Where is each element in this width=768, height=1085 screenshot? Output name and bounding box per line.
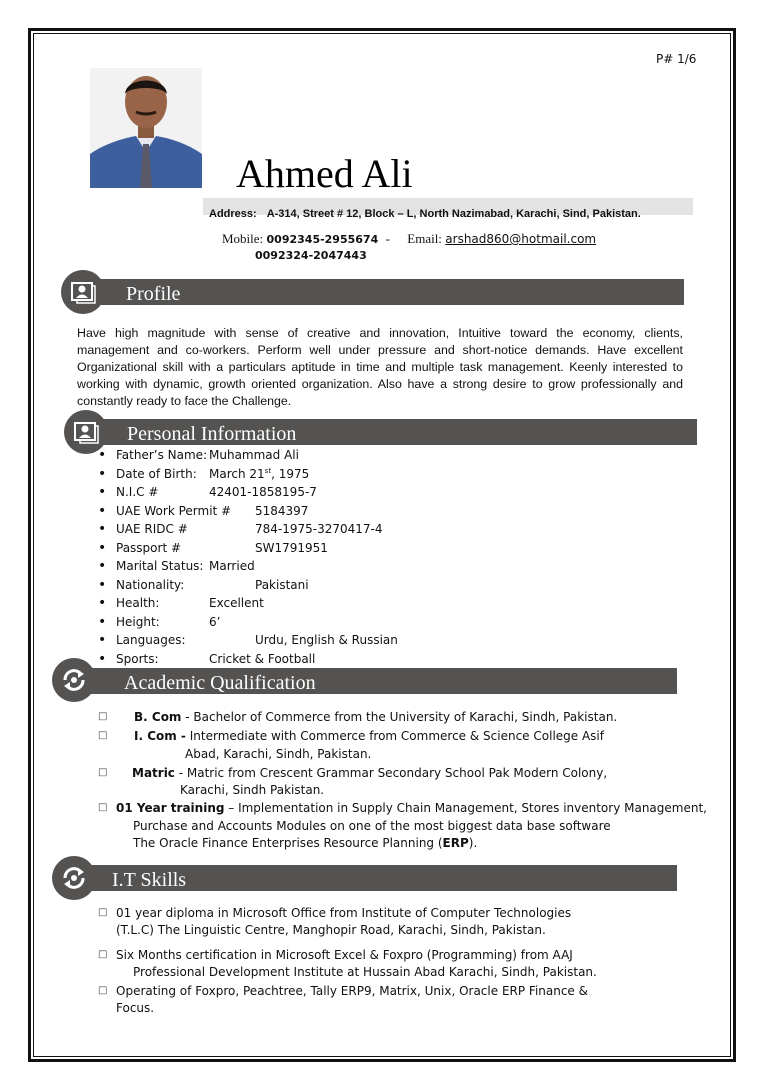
dob-day: March 21 <box>209 466 265 481</box>
contact-separator: - <box>385 231 390 246</box>
info-value: Pakistani <box>255 577 309 592</box>
info-value: Muhammad Ali <box>209 448 299 462</box>
section-title-profile: Profile <box>126 283 181 305</box>
academic-training <box>98 799 707 817</box>
section-title-personal: Personal Information <box>127 423 297 445</box>
phone-primary: 0092345-2955674 <box>266 233 379 246</box>
erp-bold: ERP <box>442 836 469 850</box>
info-key: Sports: <box>116 651 159 666</box>
info-key: UAE Work Permit # <box>116 503 232 518</box>
it-skill-1 <box>98 904 572 922</box>
training-text: The Oracle Finance Enterprises Resource Planning ( <box>133 836 443 850</box>
info-value: 6’ <box>209 614 221 629</box>
it-skill-2 <box>98 946 573 964</box>
info-key: Height: <box>116 614 160 629</box>
email-link[interactable]: arshad860@hotmail.com <box>445 232 597 246</box>
email-label: Email: <box>407 231 442 246</box>
info-key: UAE RIDC # <box>116 522 188 536</box>
address-line <box>209 208 641 220</box>
academic-matric-cont: Karachi, Sindh Pakistan. <box>180 783 325 797</box>
info-value: Urdu, English & Russian <box>255 633 398 647</box>
section-title-academic: Academic Qualification <box>124 672 316 694</box>
academic-matric <box>98 764 608 782</box>
academic-icom-cont: Abad, Karachi, Sindh, Pakistan. <box>185 747 372 761</box>
page-number: P# 1/6 <box>656 52 697 66</box>
skill-text: Six Months certification in Microsoft Excel & Foxpro (Programming) from AAJ <box>116 948 573 962</box>
info-value: Married <box>209 559 255 573</box>
info-value: Excellent <box>209 596 264 610</box>
academic-icom <box>98 727 604 745</box>
contact-line <box>222 230 596 248</box>
training-title: 01 Year training <box>116 801 225 815</box>
training-text: – Implementation in Supply Chain Management, Stores inventory Management, <box>224 801 707 815</box>
academic-bcom <box>98 708 618 726</box>
info-key: Date of Birth: <box>116 466 197 481</box>
info-key: Languages: <box>116 633 186 647</box>
dob-year: , 1975 <box>271 466 310 481</box>
mobile-label: Mobile: <box>222 231 264 246</box>
it-skill-3 <box>98 982 588 1000</box>
bullet-marker-icon: □ <box>98 949 108 960</box>
it-skill-2-cont: Professional Development Institute at Hussain Abad Karachi, Sindh, Pakistan. <box>133 965 597 979</box>
recycle-arrows-icon <box>60 666 88 694</box>
candidate-name: Ahmed Ali <box>236 151 413 196</box>
phone-secondary: 0092324-2047443 <box>255 249 367 262</box>
id-card-icon <box>72 418 100 446</box>
profile-photo <box>90 68 202 188</box>
degree-title: B. Com <box>134 710 182 724</box>
section-header-it <box>72 865 677 891</box>
degree-title: Matric <box>132 766 175 780</box>
academic-section-icon <box>52 658 96 702</box>
address-label: Address: <box>209 208 257 220</box>
academic-training-cont1: Purchase and Accounts Modules on one of the most biggest data base software <box>133 819 611 833</box>
address-value: A-314, Street # 12, Block – L, North Nazimabad, Karachi, Sind, Pakistan. <box>266 208 641 220</box>
info-value <box>209 467 309 481</box>
bullet-marker-icon: □ <box>98 907 108 918</box>
info-key: N.I.C # <box>116 485 159 499</box>
skill-text: 01 year diploma in Microsoft Office from Institute of Computer Technologies <box>116 906 572 920</box>
section-header-academic <box>72 668 677 694</box>
bullet-marker-icon: □ <box>98 985 108 996</box>
academic-training-cont2 <box>133 834 477 852</box>
bullet-marker-icon: □ <box>98 767 108 778</box>
profile-summary: Have high magnitude with sense of creative and innovation, Intuitive toward the economy, clients, management and co-workers. Perform well under pressure and short-notice demands. Have excellent Organizational skill with a particulars aptitude in time and multiple task management. Keenly interested to working with dynamic, growth oriented organization. Also have a strong desire to grow professionally and constantly ready to face the Challenge. <box>77 326 683 408</box>
info-key: Passport # <box>116 540 182 555</box>
info-value: 42401-1858195-7 <box>209 485 317 499</box>
degree-text: Intermediate with Commerce from Commerce & Science College Asif <box>185 729 604 743</box>
skill-text: Operating of Foxpro, Peachtree, Tally ERP9, Matrix, Unix, Oracle ERP Finance & <box>116 984 588 998</box>
it-section-icon <box>52 856 96 900</box>
section-title-it: I.T Skills <box>112 869 187 891</box>
degree-title: I. Com - <box>134 729 186 743</box>
bullet-marker-icon: □ <box>98 802 108 813</box>
info-key: Health: <box>116 596 160 610</box>
training-text: ). <box>468 836 478 850</box>
recycle-arrows-icon <box>60 864 88 892</box>
info-value: Cricket & Football <box>209 651 316 666</box>
info-value: 5184397 <box>255 503 309 518</box>
info-key: Father’s Name: <box>116 448 208 462</box>
id-card-icon <box>69 278 97 306</box>
info-value: 784-1975-3270417-4 <box>255 522 383 536</box>
it-skill-3-cont: Focus. <box>116 1001 155 1015</box>
it-skill-1-cont: (T.L.C) The Linguistic Centre, Manghopir Road, Karachi, Sindh, Pakistan. <box>116 923 546 937</box>
section-header-personal <box>80 419 697 445</box>
info-key: Marital Status: <box>116 559 204 573</box>
degree-text: - Matric from Crescent Grammar Secondary School Pak Modern Colony, <box>174 766 608 780</box>
degree-text: - Bachelor of Commerce from the University of Karachi, Sindh, Pakistan. <box>181 710 618 724</box>
info-key: Nationality: <box>116 577 185 592</box>
section-header-profile <box>80 279 684 305</box>
bullet-marker-icon: □ <box>98 711 108 722</box>
dob-suffix: st <box>264 466 272 475</box>
bullet-marker-icon: □ <box>98 730 108 741</box>
profile-section-icon <box>61 270 105 314</box>
info-value: SW1791951 <box>255 540 328 555</box>
